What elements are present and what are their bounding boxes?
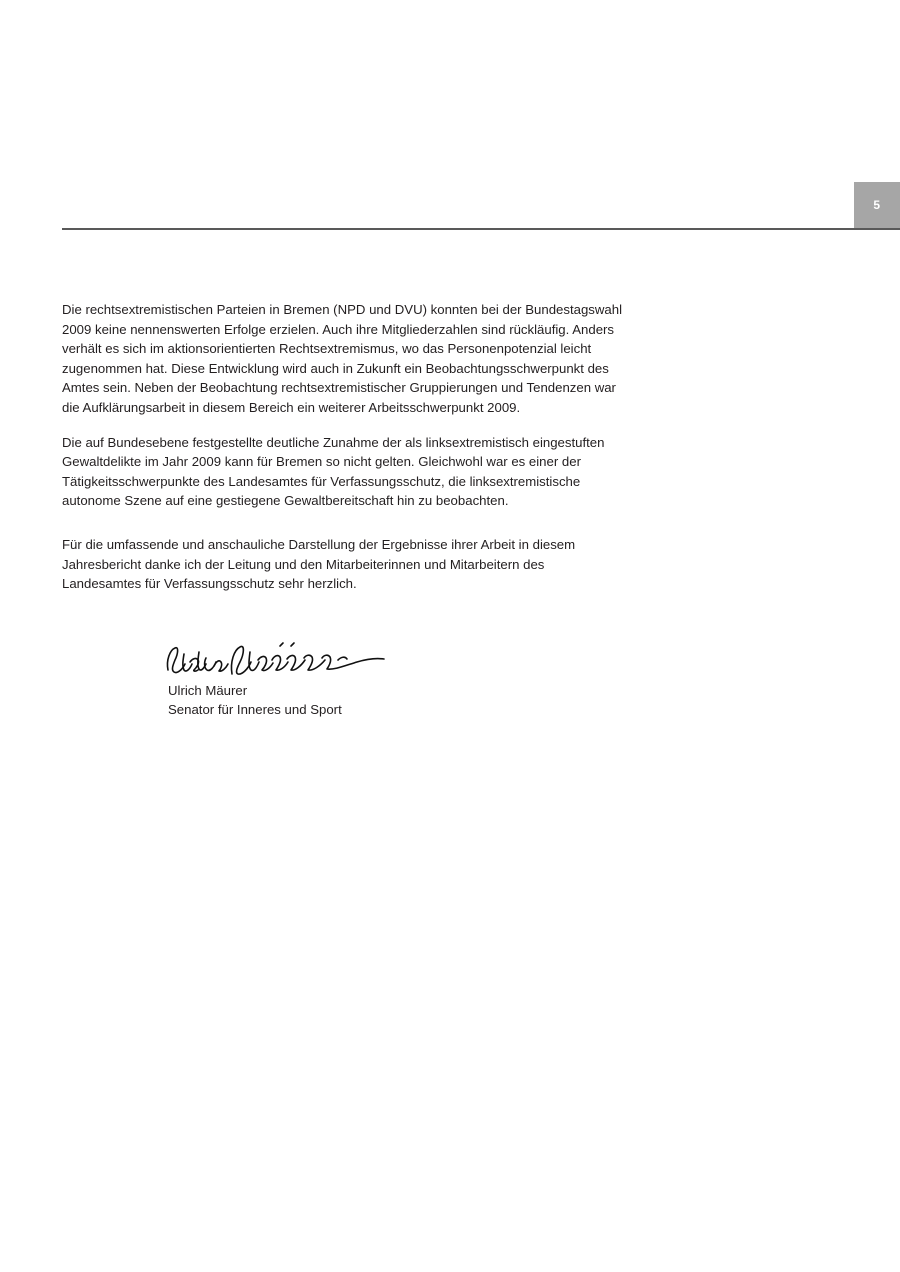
signer-name: Ulrich Mäurer: [168, 683, 248, 698]
page-number-badge: 5: [854, 182, 900, 228]
paragraph: Die auf Bundesebene festgestellte deutliche Zunahme der als linksextremistisch eingestuften Gewaltdelikte im Jahr 2009 kann für Bremen so nicht gelten. Gleichwohl war es einer der Tätigkeitsschwerpunkte des Landesamtes für Verfassungsschutz, die linksextremistische autonome Szene auf eine gestiegene Gewaltbereitschaft hin zu beobachten.: [62, 434, 605, 509]
signature-block: [160, 640, 580, 719]
body-text: [62, 300, 622, 609]
handwritten-signature-icon: [162, 640, 392, 682]
header-divider: [62, 228, 900, 230]
paragraph: Die rechtsextremistischen Parteien in Bremen (NPD und DVU) konnten bei der Bundestagswahl 2009 keine nennenswerten Erfolge erzielen. Auch ihre Mitgliederzahlen sind rückläufig. Anders verhält es sich im aktionsorientierten Rechtsextremismus, wo das Personenpotenzial leicht zugenommen hat. Diese Entwicklung wird auch in Zukunft ein Beobachtungsschwerpunkt des Amtes sein. Neben der Beobachtung rechtsextremistischer Gruppierungen und Tendenzen war die Aufklärungsarbeit in diesem Bereich ein weiterer Arbeitsschwerpunkt 2009.: [62, 302, 623, 415]
paragraph: Für die umfassende und anschauliche Darstellung der Ergebnisse ihrer Arbeit in diesem Jahresbericht danke ich der Leitung und den Mitarbeiterinnen und Mitarbeitern des Landesamtes für Verfassungsschutz sehr herzlich.: [62, 536, 576, 592]
signer-title: Senator für Inneres und Sport: [168, 701, 342, 717]
